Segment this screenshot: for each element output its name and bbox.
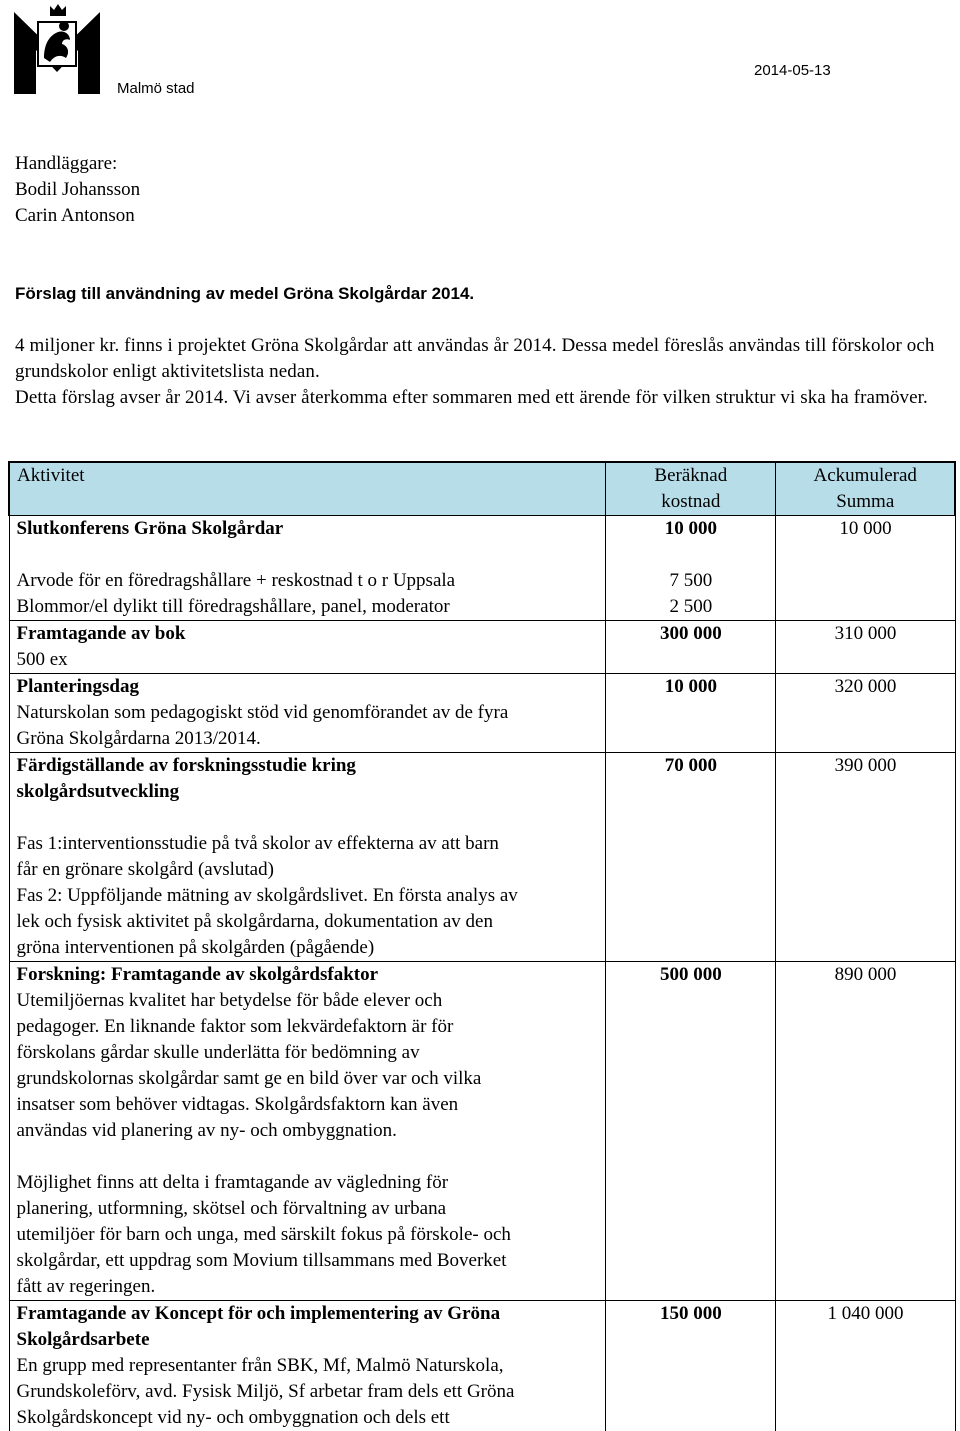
row-cost: 10 000 — [606, 674, 775, 700]
intro-text — [15, 333, 935, 411]
row-item: Arvode för en föredragshållare + reskostnad t o r Uppsala — [17, 568, 606, 594]
table-header-row — [9, 462, 955, 516]
row-detail: Utemiljöernas kvalitet har betydelse för både elever och — [17, 988, 606, 1014]
row-detail: fått av regeringen. — [17, 1274, 606, 1300]
spacer — [17, 542, 606, 568]
table-row — [9, 621, 955, 674]
row-detail: utemiljöer för barn och unga, med särskilt fokus på förskole- och — [17, 1222, 606, 1248]
row-cost: 150 000 — [606, 1301, 775, 1327]
row-detail: får en grönare skolgård (avslutad) — [17, 857, 606, 883]
table-row — [9, 516, 955, 621]
row-detail: grundskolornas skolgårdar samt ge en bild över var och vilka — [17, 1066, 606, 1092]
organization-name: Malmö stad — [117, 80, 195, 97]
row-detail: Gröna Skolgårdarna 2013/2014. — [17, 726, 606, 752]
row-title: Framtagande av bok — [17, 621, 606, 647]
header-cumulative — [776, 462, 955, 516]
intro-paragraph: Detta förslag avser år 2014. Vi avser återkomma efter sommaren med ett ärende för vilken struktur vi ska ha framöver. — [15, 385, 935, 411]
row-cost: 500 000 — [606, 962, 775, 988]
row-cumulative: 390 000 — [776, 753, 954, 779]
spacer — [17, 805, 606, 831]
row-detail: användas vid planering av ny- och ombyggnation. — [17, 1118, 606, 1144]
row-detail: Fas 1:interventionsstudie på två skolor av effekterna av att barn — [17, 831, 606, 857]
row-title: Framtagande av Koncept för och implementering av Gröna — [17, 1301, 606, 1327]
table-row — [9, 674, 955, 753]
row-detail: gröna interventionen på skolgården (pågående) — [17, 935, 606, 961]
row-detail: insatser som behöver vidtagas. Skolgårdsfaktorn kan även — [17, 1092, 606, 1118]
row-title: Planteringsdag — [17, 674, 606, 700]
item-cost: 2 500 — [606, 594, 775, 620]
header-cumulative-line: Summa — [776, 489, 954, 515]
item-cost: 7 500 — [606, 568, 775, 594]
header-cumulative-line: Ackumulerad — [776, 463, 954, 489]
row-detail: förskolans gårdar skulle underlätta för bedömning av — [17, 1040, 606, 1066]
activity-table — [8, 461, 956, 1431]
header-cost — [606, 462, 776, 516]
handlers-block — [15, 151, 140, 229]
row-detail: Naturskolan som pedagogiskt stöd vid genomförandet av de fyra — [17, 700, 606, 726]
intro-paragraph: 4 miljoner kr. finns i projektet Gröna Skolgårdar att användas år 2014. Dessa medel föreslås användas till förskolor och grundskolor enligt aktivitetslista nedan. — [15, 333, 935, 385]
row-detail: 500 ex — [17, 647, 606, 673]
row-detail: planering, utformning, skötsel och förvaltning av urbana — [17, 1196, 606, 1222]
row-detail: skolgårdar, ett uppdrag som Movium tillsammans med Boverket — [17, 1248, 606, 1274]
header-cost-line: Beräknad — [606, 463, 775, 489]
malmo-coat-of-arms-logo — [14, 2, 100, 94]
row-item: Blommor/el dylikt till föredragshållare, panel, moderator — [17, 594, 606, 620]
handlers-heading: Handläggare: — [15, 151, 140, 177]
row-cumulative: 310 000 — [776, 621, 954, 647]
row-detail: Möjlighet finns att delta i framtagande av vägledning för — [17, 1170, 606, 1196]
header-cost-line: kostnad — [606, 489, 775, 515]
row-cumulative: 10 000 — [776, 516, 954, 542]
header-activity: Aktivitet — [9, 462, 606, 516]
table-row — [9, 962, 955, 1301]
row-cumulative: 320 000 — [776, 674, 954, 700]
row-cost: 10 000 — [606, 516, 775, 542]
row-cost: 70 000 — [606, 753, 775, 779]
row-cumulative: 1 040 000 — [776, 1301, 954, 1327]
handler-name: Bodil Johansson — [15, 177, 140, 203]
table-row — [9, 753, 955, 962]
row-detail: Fas 2: Uppföljande mätning av skolgårdslivet. En första analys av — [17, 883, 606, 909]
document-date: 2014-05-13 — [754, 62, 831, 79]
table-row — [9, 1301, 955, 1431]
spacer — [17, 1144, 606, 1170]
row-detail: En grupp med representanter från SBK, Mf, Malmö Naturskola, — [17, 1353, 606, 1379]
handler-name: Carin Antonson — [15, 203, 140, 229]
row-detail: Skolgårdskoncept vid ny- och ombyggnation och dels ett — [17, 1405, 606, 1431]
row-title: Färdigställande av forskningsstudie kring — [17, 753, 606, 779]
row-detail: lek och fysisk aktivitet på skolgårdarna, dokumentation av den — [17, 909, 606, 935]
row-title: skolgårdsutveckling — [17, 779, 606, 805]
spacer — [606, 542, 775, 568]
row-cumulative: 890 000 — [776, 962, 954, 988]
row-title: Forskning: Framtagande av skolgårdsfaktor — [17, 962, 606, 988]
row-detail: pedagoger. En liknande faktor som lekvärdefaktorn är för — [17, 1014, 606, 1040]
row-cost: 300 000 — [606, 621, 775, 647]
document-title: Förslag till användning av medel Gröna Skolgårdar 2014. — [15, 284, 474, 304]
row-title: Skolgårdsarbete — [17, 1327, 606, 1353]
row-detail: Grundskoleförv, avd. Fysisk Miljö, Sf arbetar fram dels ett Gröna — [17, 1379, 606, 1405]
row-title: Slutkonferens Gröna Skolgårdar — [17, 516, 606, 542]
